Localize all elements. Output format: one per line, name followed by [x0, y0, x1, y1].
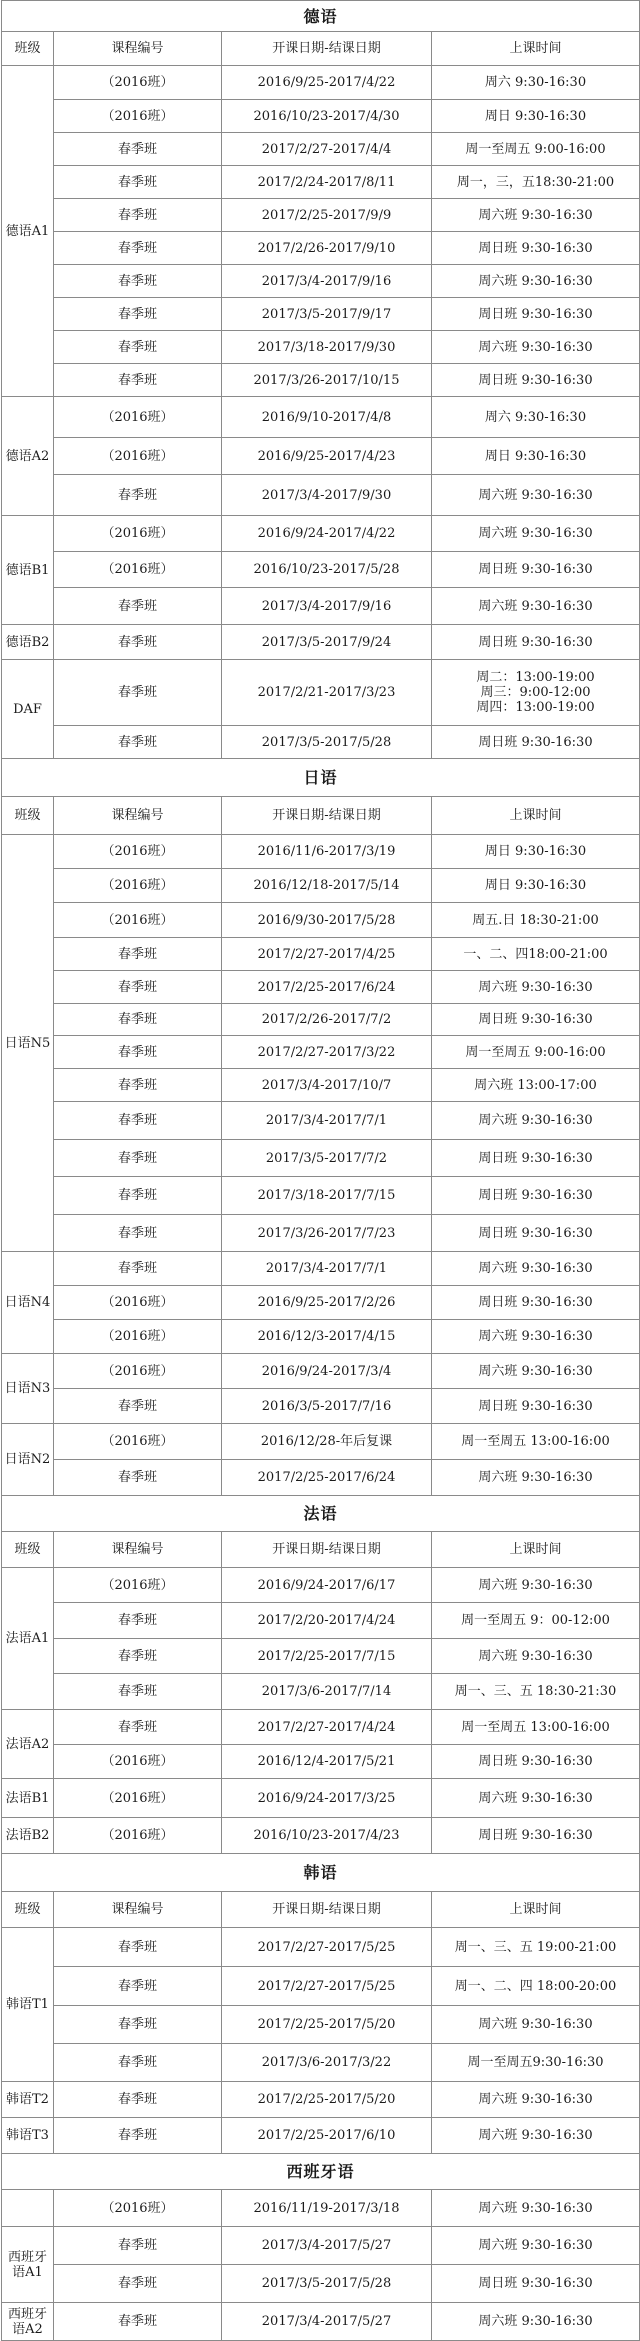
table-row	[2, 298, 640, 331]
course-dates: 2017/3/4-2017/9/16	[222, 588, 432, 625]
course-dates: 2016/9/25-2017/4/22	[222, 66, 432, 100]
class-time: 周一至周五 9:00-16:00	[432, 1036, 640, 1069]
course-code: 春季班	[54, 1389, 222, 1424]
table-row	[2, 1320, 640, 1354]
course-dates: 2017/3/5-2017/5/28	[222, 2265, 432, 2303]
class-time: 周日 9:30-16:30	[432, 438, 640, 475]
table-row	[2, 1140, 640, 1177]
course-code: （2016班）	[54, 1745, 222, 1779]
table-row	[2, 1389, 640, 1424]
class-time: 周六班 9:30-16:30	[432, 475, 640, 516]
table-row	[2, 835, 640, 869]
course-dates: 2017/3/4-2017/9/30	[222, 475, 432, 516]
table-row	[2, 1036, 640, 1069]
class-time: 周日班 9:30-16:30	[432, 232, 640, 265]
course-dates: 2016/9/24-2017/3/4	[222, 1354, 432, 1389]
class-header: 班级	[2, 1532, 54, 1568]
course-dates: 2017/2/25-2017/5/20	[222, 2082, 432, 2118]
class-time: 周六班 9:30-16:30	[432, 1639, 640, 1674]
table-row	[2, 938, 640, 971]
course-dates: 2016/11/19-2017/3/18	[222, 2190, 432, 2227]
class-time: 周日 9:30-16:30	[432, 835, 640, 869]
course-dates: 2017/2/21-2017/3/23	[222, 660, 432, 726]
class-name: 西班牙语A1	[2, 2227, 54, 2303]
class-time: 周六班 9:30-16:30	[432, 1354, 640, 1389]
table-row	[2, 1745, 640, 1779]
class-name: 德语B2	[2, 625, 54, 660]
time-header: 上课时间	[432, 32, 640, 66]
class-time: 周六 9:30-16:30	[432, 66, 640, 100]
table-row	[2, 232, 640, 265]
course-dates: 2017/3/5-2017/9/17	[222, 298, 432, 331]
table-row	[2, 1215, 640, 1252]
table-row	[2, 265, 640, 298]
class-time: 周六班 9:30-16:30	[432, 331, 640, 364]
course-code: 春季班	[54, 1069, 222, 1102]
section-title-row	[2, 1, 640, 32]
course-code: （2016班）	[54, 516, 222, 552]
course-dates: 2016/9/10-2017/4/8	[222, 397, 432, 438]
class-time: 周六班 13:00-17:00	[432, 1069, 640, 1102]
course-dates: 2017/2/27-2017/3/22	[222, 1036, 432, 1069]
class-time: 周日班 9:30-16:30	[432, 1286, 640, 1320]
course-dates: 2017/2/25-2017/7/15	[222, 1639, 432, 1674]
class-name: 法语A2	[2, 1710, 54, 1779]
course-dates: 2017/3/4-2017/7/1	[222, 1252, 432, 1286]
class-time: 周日班 9:30-16:30	[432, 1140, 640, 1177]
course-dates: 2017/2/26-2017/9/10	[222, 232, 432, 265]
course-dates: 2017/3/4-2017/10/7	[222, 1069, 432, 1102]
class-time: 周一至周五 9：00-12:00	[432, 1603, 640, 1639]
table-row	[2, 2190, 640, 2227]
course-code: 春季班	[54, 726, 222, 759]
course-dates: 2017/3/5-2017/5/28	[222, 726, 432, 759]
course-code: 春季班	[54, 971, 222, 1004]
class-time: 周一，三，五18:30-21:00	[432, 166, 640, 199]
course-code: （2016班）	[54, 835, 222, 869]
course-code: 春季班	[54, 1674, 222, 1710]
course-code: （2016班）	[54, 1424, 222, 1460]
class-name: 日语N2	[2, 1424, 54, 1496]
course-dates: 2016/10/23-2017/4/30	[222, 100, 432, 133]
course-code: 春季班	[54, 2044, 222, 2082]
course-code: 春季班	[54, 166, 222, 199]
class-time: 周日班 9:30-16:30	[432, 1004, 640, 1036]
course-code: 春季班	[54, 625, 222, 660]
class-time: 周日班 9:30-16:30	[432, 625, 640, 660]
code-header: 课程编号	[54, 797, 222, 835]
course-dates: 2016/9/30-2017/5/28	[222, 903, 432, 938]
course-code: （2016班）	[54, 1286, 222, 1320]
class-time: 周六班 9:30-16:30	[432, 1252, 640, 1286]
class-time: 周六班 9:30-16:30	[432, 1320, 640, 1354]
table-row	[2, 1252, 640, 1286]
course-dates: 2017/2/25-2017/9/9	[222, 199, 432, 232]
class-time: 周日班 9:30-16:30	[432, 2265, 640, 2303]
table-row	[2, 1102, 640, 1140]
course-code: 春季班	[54, 2082, 222, 2118]
course-code: 春季班	[54, 1928, 222, 1967]
course-code: 春季班	[54, 1004, 222, 1036]
course-dates: 2016/12/18-2017/5/14	[222, 869, 432, 903]
dates-header: 开课日期-结课日期	[222, 1532, 432, 1568]
course-code: 春季班	[54, 1140, 222, 1177]
class-name: 法语B1	[2, 1779, 54, 1818]
course-dates: 2016/10/23-2017/5/28	[222, 552, 432, 588]
class-time: 周日班 9:30-16:30	[432, 364, 640, 397]
table-row	[2, 1818, 640, 1854]
course-code: 春季班	[54, 1967, 222, 2006]
section-title: 韩语	[2, 1854, 640, 1892]
course-code: （2016班）	[54, 1354, 222, 1389]
section-title: 日语	[2, 759, 640, 797]
course-code: （2016班）	[54, 66, 222, 100]
course-dates: 2017/3/4-2017/5/27	[222, 2227, 432, 2265]
course-dates: 2016/11/6-2017/3/19	[222, 835, 432, 869]
class-time: 周一至周五 13:00-16:00	[432, 1424, 640, 1460]
course-dates: 2016/9/24-2017/4/22	[222, 516, 432, 552]
table-row	[2, 625, 640, 660]
class-time: 周一、二、四 18:00-20:00	[432, 1967, 640, 2006]
course-code: 春季班	[54, 2303, 222, 2341]
table-row	[2, 971, 640, 1004]
section-title: 西班牙语	[2, 2154, 640, 2190]
class-time: 周六 9:30-16:30	[432, 397, 640, 438]
course-dates: 2016/3/5-2017/7/16	[222, 1389, 432, 1424]
table-row	[2, 2006, 640, 2044]
code-header: 课程编号	[54, 1892, 222, 1928]
table-row	[2, 552, 640, 588]
table-row	[2, 199, 640, 232]
course-code: （2016班）	[54, 1568, 222, 1603]
class-time: 周二：13:00-19:00 周三：9:00-12:00 周四：13:00-19:00	[432, 660, 640, 726]
table-row	[2, 1460, 640, 1496]
course-dates: 2017/3/4-2017/7/1	[222, 1102, 432, 1140]
section-title-row	[2, 2154, 640, 2190]
course-code: 春季班	[54, 1177, 222, 1215]
class-time: 周六班 9:30-16:30	[432, 199, 640, 232]
class-time: 周一至周五9:30-16:30	[432, 2044, 640, 2082]
course-dates: 2017/3/4-2017/5/27	[222, 2303, 432, 2341]
class-name: 韩语T3	[2, 2118, 54, 2154]
class-time: 周日 9:30-16:30	[432, 869, 640, 903]
table-row	[2, 2118, 640, 2154]
table-row	[2, 2227, 640, 2265]
course-code: 春季班	[54, 2118, 222, 2154]
course-dates: 2017/3/26-2017/10/15	[222, 364, 432, 397]
course-dates: 2017/2/27-2017/4/24	[222, 1710, 432, 1745]
course-dates: 2017/2/25-2017/6/24	[222, 1460, 432, 1496]
course-code: （2016班）	[54, 1818, 222, 1854]
class-time: 周日班 9:30-16:30	[432, 552, 640, 588]
course-code: 春季班	[54, 331, 222, 364]
table-row	[2, 364, 640, 397]
table-row	[2, 1710, 640, 1745]
course-code: （2016班）	[54, 2190, 222, 2227]
class-name	[2, 2190, 54, 2227]
table-row	[2, 1928, 640, 1967]
course-dates: 2016/10/23-2017/4/23	[222, 1818, 432, 1854]
table-row	[2, 100, 640, 133]
class-time: 周一至周五 13:00-16:00	[432, 1710, 640, 1745]
course-dates: 2017/2/27-2017/5/25	[222, 1928, 432, 1967]
course-code: 春季班	[54, 1639, 222, 1674]
table-row	[2, 1004, 640, 1036]
course-code: 春季班	[54, 2265, 222, 2303]
class-name: 西班牙语A2	[2, 2303, 54, 2341]
class-time: 一、二、四18:00-21:00	[432, 938, 640, 971]
column-header-row	[2, 32, 640, 66]
table-row	[2, 516, 640, 552]
table-row	[2, 726, 640, 759]
class-name: 法语A1	[2, 1568, 54, 1710]
class-time: 周五.日 18:30-21:00	[432, 903, 640, 938]
class-time: 周日班 9:30-16:30	[432, 1745, 640, 1779]
class-time: 周六班 9:30-16:30	[432, 2118, 640, 2154]
table-row	[2, 475, 640, 516]
class-time: 周六班 9:30-16:30	[432, 2190, 640, 2227]
course-dates: 2017/2/25-2017/6/10	[222, 2118, 432, 2154]
course-code: 春季班	[54, 232, 222, 265]
course-code: 春季班	[54, 364, 222, 397]
table-row	[2, 133, 640, 166]
class-time: 周一至周五 9:00-16:00	[432, 133, 640, 166]
course-code: 春季班	[54, 265, 222, 298]
class-name: 日语N4	[2, 1252, 54, 1354]
course-dates: 2017/2/26-2017/7/2	[222, 1004, 432, 1036]
table-row	[2, 1603, 640, 1639]
course-dates: 2016/9/25-2017/2/26	[222, 1286, 432, 1320]
course-code: 春季班	[54, 1710, 222, 1745]
course-code: （2016班）	[54, 1779, 222, 1818]
class-time: 周六班 9:30-16:30	[432, 516, 640, 552]
course-code: 春季班	[54, 475, 222, 516]
class-time: 周六班 9:30-16:30	[432, 588, 640, 625]
class-name: 韩语T1	[2, 1928, 54, 2082]
class-name: 日语N5	[2, 835, 54, 1252]
table-row	[2, 588, 640, 625]
course-dates: 2016/9/25-2017/4/23	[222, 438, 432, 475]
course-dates: 2016/9/24-2017/3/25	[222, 1779, 432, 1818]
course-dates: 2016/9/24-2017/6/17	[222, 1568, 432, 1603]
section-title-row	[2, 1496, 640, 1532]
table-row	[2, 331, 640, 364]
class-time: 周日班 9:30-16:30	[432, 1389, 640, 1424]
class-time: 周六班 9:30-16:30	[432, 2303, 640, 2341]
time-header: 上课时间	[432, 1892, 640, 1928]
course-dates: 2017/3/18-2017/7/15	[222, 1177, 432, 1215]
course-dates: 2017/3/6-2017/3/22	[222, 2044, 432, 2082]
class-time: 周日班 9:30-16:30	[432, 1818, 640, 1854]
course-dates: 2017/3/18-2017/9/30	[222, 331, 432, 364]
course-code: 春季班	[54, 1215, 222, 1252]
table-row	[2, 166, 640, 199]
course-dates: 2017/3/26-2017/7/23	[222, 1215, 432, 1252]
class-name: 德语B1	[2, 516, 54, 625]
course-code: （2016班）	[54, 438, 222, 475]
course-code: 春季班	[54, 133, 222, 166]
course-code: 春季班	[54, 588, 222, 625]
table-row	[2, 2303, 640, 2341]
course-dates: 2017/3/6-2017/7/14	[222, 1674, 432, 1710]
code-header: 课程编号	[54, 1532, 222, 1568]
course-dates: 2017/2/20-2017/4/24	[222, 1603, 432, 1639]
class-header: 班级	[2, 1892, 54, 1928]
table-row	[2, 903, 640, 938]
course-code: 春季班	[54, 298, 222, 331]
course-code: （2016班）	[54, 100, 222, 133]
course-code: 春季班	[54, 660, 222, 726]
course-code: 春季班	[54, 1603, 222, 1639]
class-time: 周六班 9:30-16:30	[432, 2006, 640, 2044]
class-time: 周日班 9:30-16:30	[432, 298, 640, 331]
course-code: （2016班）	[54, 397, 222, 438]
table-row	[2, 2265, 640, 2303]
class-time: 周六班 9:30-16:30	[432, 1779, 640, 1818]
table-row	[2, 1967, 640, 2006]
class-time: 周日班 9:30-16:30	[432, 1215, 640, 1252]
course-code: 春季班	[54, 938, 222, 971]
class-name: 德语A2	[2, 397, 54, 516]
course-dates: 2016/12/28-年后复课	[222, 1424, 432, 1460]
course-dates: 2017/2/25-2017/5/20	[222, 2006, 432, 2044]
class-time: 周日班 9:30-16:30	[432, 1177, 640, 1215]
section-title: 德语	[2, 1, 640, 32]
class-time: 周六班 9:30-16:30	[432, 2227, 640, 2265]
table-row	[2, 1354, 640, 1389]
table-row	[2, 1568, 640, 1603]
course-code: 春季班	[54, 1460, 222, 1496]
table-row	[2, 2082, 640, 2118]
column-header-row	[2, 1532, 640, 1568]
course-code: （2016班）	[54, 869, 222, 903]
course-dates: 2017/2/25-2017/6/24	[222, 971, 432, 1004]
table-row	[2, 1069, 640, 1102]
table-row	[2, 1674, 640, 1710]
table-row	[2, 2044, 640, 2082]
section-title: 法语	[2, 1496, 640, 1532]
time-header: 上课时间	[432, 797, 640, 835]
class-time: 周六班 9:30-16:30	[432, 2082, 640, 2118]
table-row	[2, 1779, 640, 1818]
course-dates: 2017/2/24-2017/8/11	[222, 166, 432, 199]
dates-header: 开课日期-结课日期	[222, 797, 432, 835]
table-row	[2, 1424, 640, 1460]
course-code: 春季班	[54, 199, 222, 232]
class-name: 韩语T2	[2, 2082, 54, 2118]
time-header: 上课时间	[432, 1532, 640, 1568]
course-code: （2016班）	[54, 1320, 222, 1354]
course-code: （2016班）	[54, 903, 222, 938]
course-code: 春季班	[54, 1036, 222, 1069]
table-row	[2, 1286, 640, 1320]
class-time: 周日班 9:30-16:30	[432, 726, 640, 759]
class-time: 周六班 9:30-16:30	[432, 1102, 640, 1140]
course-dates: 2016/12/3-2017/4/15	[222, 1320, 432, 1354]
course-dates: 2016/12/4-2017/5/21	[222, 1745, 432, 1779]
course-dates: 2017/3/4-2017/9/16	[222, 265, 432, 298]
code-header: 课程编号	[54, 32, 222, 66]
class-time: 周六班 9:30-16:30	[432, 1568, 640, 1603]
course-dates: 2017/2/27-2017/5/25	[222, 1967, 432, 2006]
table-row	[2, 438, 640, 475]
class-header: 班级	[2, 797, 54, 835]
course-code: 春季班	[54, 1102, 222, 1140]
class-name: 法语B2	[2, 1818, 54, 1854]
table-row	[2, 1639, 640, 1674]
dates-header: 开课日期-结课日期	[222, 32, 432, 66]
class-name: 德语A1	[2, 66, 54, 397]
class-time: 周一、三、五 18:30-21:30	[432, 1674, 640, 1710]
column-header-row	[2, 797, 640, 835]
class-time: 周六班 9:30-16:30	[432, 1460, 640, 1496]
class-name: DAF	[2, 660, 54, 759]
table-row	[2, 869, 640, 903]
course-code: 春季班	[54, 1252, 222, 1286]
table-row	[2, 397, 640, 438]
course-dates: 2017/3/5-2017/7/2	[222, 1140, 432, 1177]
class-time: 周六班 9:30-16:30	[432, 265, 640, 298]
section-title-row	[2, 1854, 640, 1892]
section-title-row	[2, 759, 640, 797]
class-time: 周六班 9:30-16:30	[432, 971, 640, 1004]
course-code: 春季班	[54, 2006, 222, 2044]
column-header-row	[2, 1892, 640, 1928]
table-row	[2, 66, 640, 100]
course-code: （2016班）	[54, 552, 222, 588]
course-dates: 2017/2/27-2017/4/25	[222, 938, 432, 971]
dates-header: 开课日期-结课日期	[222, 1892, 432, 1928]
class-name: 日语N3	[2, 1354, 54, 1424]
class-header: 班级	[2, 32, 54, 66]
course-code: 春季班	[54, 2227, 222, 2265]
schedule-table	[1, 0, 640, 2341]
class-time: 周日 9:30-16:30	[432, 100, 640, 133]
course-dates: 2017/2/27-2017/4/4	[222, 133, 432, 166]
table-row	[2, 660, 640, 726]
table-row	[2, 1177, 640, 1215]
course-dates: 2017/3/5-2017/9/24	[222, 625, 432, 660]
class-time: 周一、三、五 19:00-21:00	[432, 1928, 640, 1967]
